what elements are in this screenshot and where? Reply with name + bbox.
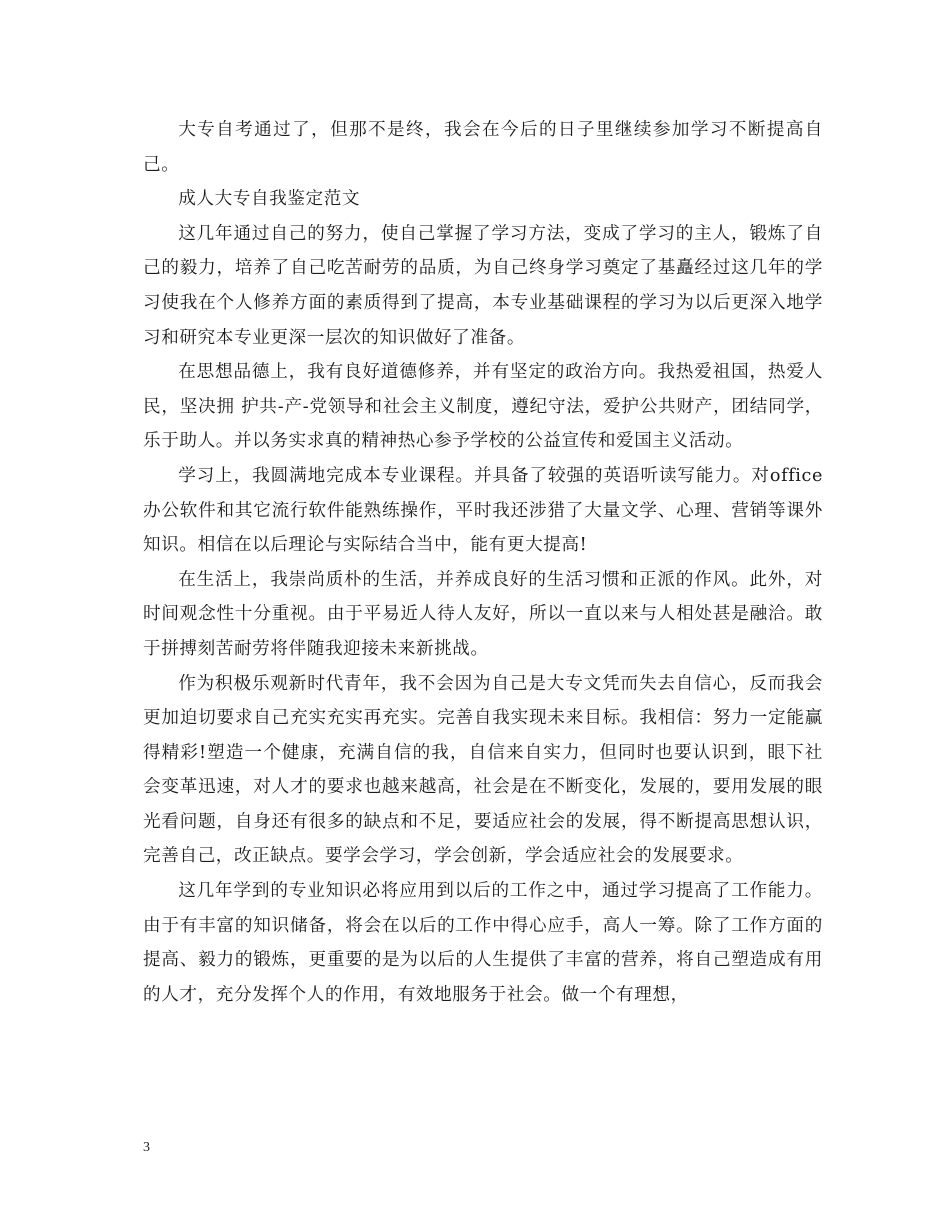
paragraph-1: 大专自考通过了，但那不是终，我会在今后的日子里继续参加学习不断提高自己。 — [143, 120, 823, 175]
document-body — [143, 113, 823, 1012]
section-heading: 成人大专自我鉴定范文 — [178, 189, 361, 210]
paragraph-6: 作为积极乐观新时代青年，我不会因为自己是大专文凭而失去自信心，反而我会更加迫切要求自己充实充实再充实。完善自我实现未来目标。我相信：努力一定能赢得精彩!塑造一个健康，充满自信的我，自信来自实力，但同时也要认识到，眼下社会变革迅速，对人才的要求也越来越高，社会是在不断变化，发展的，要用发展的眼光看问题，自身还有很多的缺点和不足，要适应社会的发展，得不断提高思想认识，完善自己，改正缺点。要学会学习，学会创新，学会适应社会的发展要求。 — [143, 673, 823, 867]
paragraph-7: 这几年学到的专业知识必将应用到以后的工作之中，通过学习提高了工作能力。由于有丰富的知识储备，将会在以后的工作中得心应手，高人一筹。除了工作方面的提高、毅力的锻炼，更重要的是为以后的人生提供了丰富的营养，将自己塑造成有用的人才，充分发挥个人的作用，有效地服务于社会。做一个有理想， — [143, 881, 823, 1005]
page-number: 3 — [143, 1140, 150, 1155]
paragraph-5: 在生活上，我崇尚质朴的生活，并养成良好的生活习惯和正派的作风。此外，对时间观念性十分重视。由于平易近人待人友好，所以一直以来与人相处甚是融洽。敢于拼搏刻苦耐劳将伴随我迎接未来新挑战。 — [143, 569, 823, 659]
paragraph-2: 这几年通过自己的努力，使自己掌握了学习方法，变成了学习的主人，锻炼了自己的毅力，培养了自己吃苦耐劳的品质，为自己终身学习奠定了基矗经过这几年的学习使我在个人修养方面的素质得到了提高，本专业基础课程的学习为以后更深入地学习和研究本专业更深一层次的知识做好了准备。 — [143, 223, 823, 348]
paragraph-4: 学习上，我圆满地完成本专业课程。并具备了较强的英语听读写能力。对office办公软件和其它流行软件能熟练操作，平时我还涉猎了大量文学、心理、营销等课外知识。相信在以后理论与实际结合当中，能有更大提高! — [143, 465, 823, 556]
paragraph-3: 在思想品德上，我有良好道德修养，并有坚定的政治方向。我热爱祖国，热爱人民，坚决拥 护共-产-党领导和社会主义制度，遵纪守法，爱护公共财产，团结同学，乐于助人。并以务实求真的精神热心参予学校的公益宣传和爱国主义活动。 — [143, 362, 823, 452]
